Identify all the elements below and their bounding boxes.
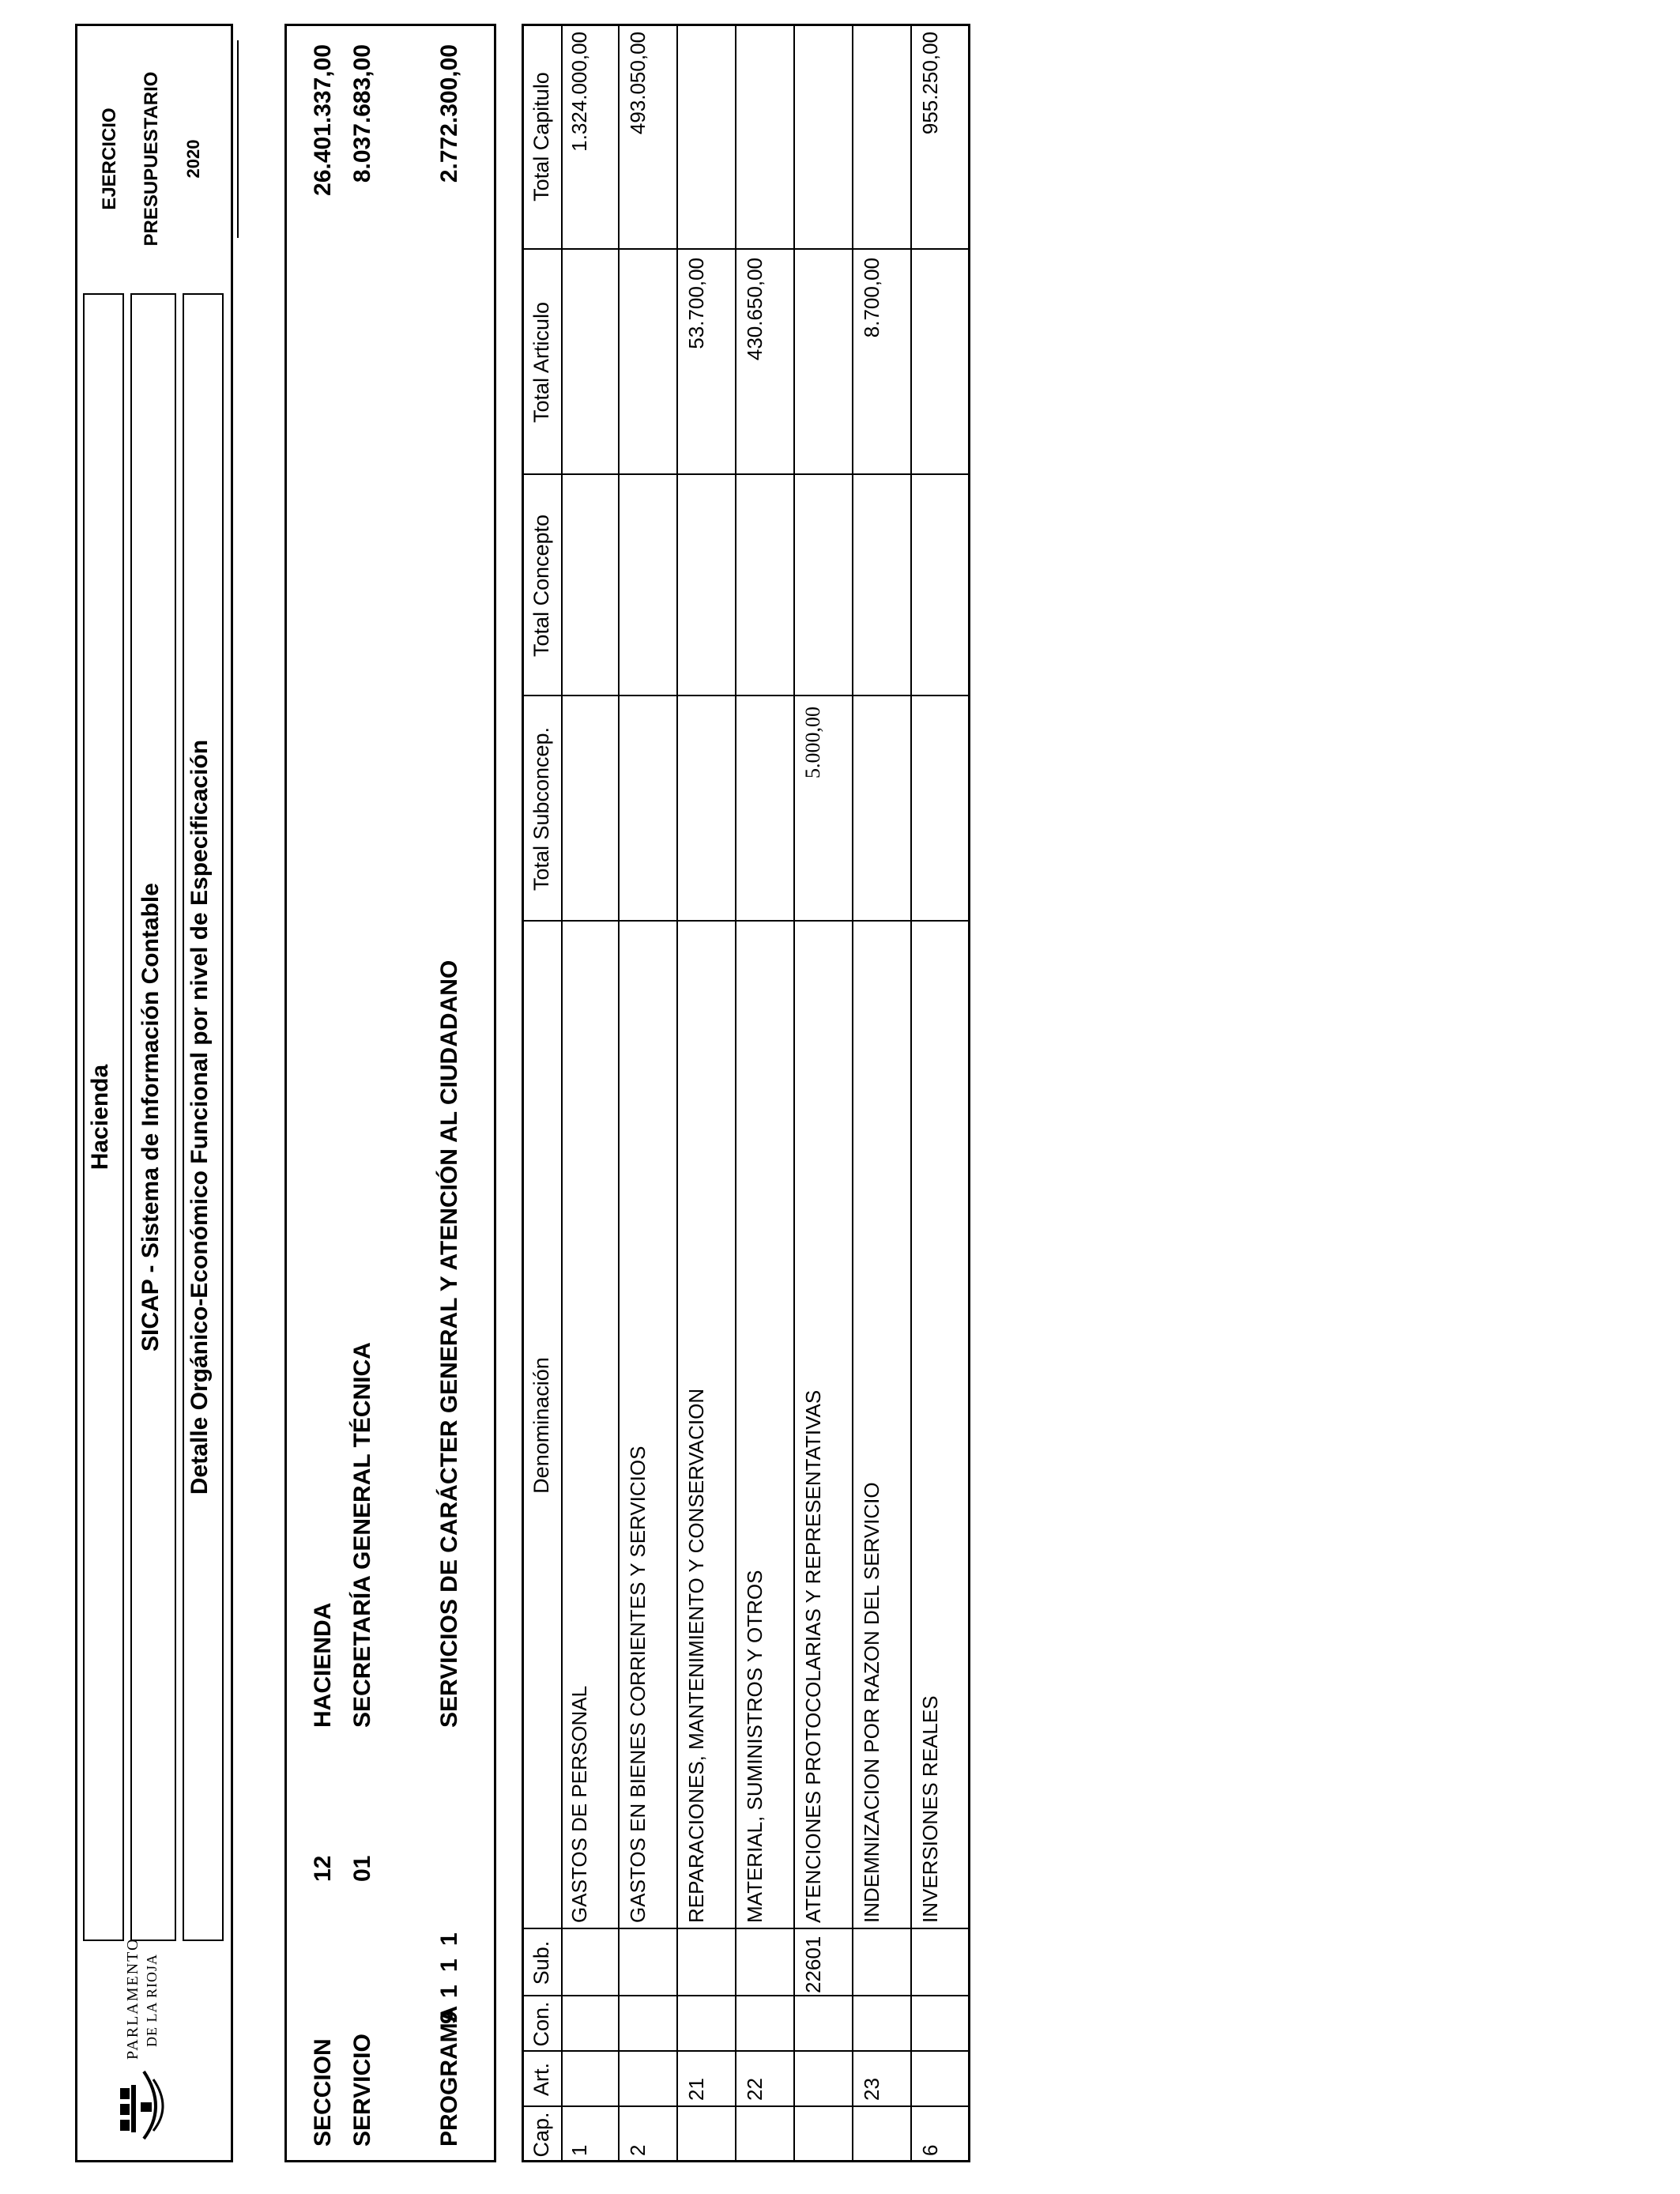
row6-total-articulo: 8.700,00	[860, 258, 883, 338]
col-header-cap: Cap.	[529, 2112, 553, 2158]
report-title-sicap: SICAP - Sistema de Información Contable	[137, 883, 164, 1351]
row2-total-capitulo: 493.050,00	[626, 32, 650, 135]
seccion-name: HACIENDA	[310, 1602, 336, 1728]
row4-denominacion: MATERIAL, SUMINISTROS Y OTROS	[743, 1570, 767, 1923]
servicio-name: SECRETARÍA GENERAL TÉCNICA	[349, 1342, 375, 1728]
seccion-total: 26.401.337,00	[310, 44, 336, 196]
servicio-label: SERVICIO	[349, 2034, 375, 2147]
row-sep-5	[852, 24, 853, 2162]
row5-sub: 22601	[801, 1936, 825, 1993]
row4-art: 22	[743, 2078, 767, 2101]
row7-total-capitulo: 955.250,00	[918, 32, 942, 135]
col-header-art: Art.	[529, 2063, 553, 2097]
col-sep-den	[522, 1928, 970, 1929]
col-sep-tcon	[522, 695, 970, 696]
logo-text-line1: PARLAMENTO	[124, 1937, 141, 2060]
col-sep-sub	[522, 1995, 970, 1996]
report-title-detalle: Detalle Orgánico-Económico Funcional por nivel de Especificación	[186, 739, 213, 1495]
row7-denominacion: INVERSIONES REALES	[918, 1695, 942, 1923]
summary-frame	[284, 24, 496, 2162]
presupuestario-label: PRESUPUESTARIO	[141, 71, 162, 247]
ejercicio-label: EJERCICIO	[99, 107, 120, 210]
programa-label: PROGRAMA	[436, 2005, 462, 2147]
row3-art: 21	[684, 2078, 708, 2101]
row-sep-4	[793, 24, 795, 2162]
row7-cap: 6	[918, 2144, 942, 2156]
col-header-total-concepto: Total Concepto	[529, 514, 553, 658]
col-header-total-capitulo: Total Capitulo	[529, 72, 553, 202]
row-sep-6	[910, 24, 912, 2162]
row4-total-articulo: 430.650,00	[743, 258, 767, 361]
row1-total-capitulo: 1.324.000,00	[567, 32, 591, 152]
servicio-code: 01	[349, 1855, 375, 1882]
row1-denominacion: GASTOS DE PERSONAL	[567, 1685, 591, 1923]
row6-art: 23	[860, 2078, 883, 2101]
col-sep-tsub	[522, 920, 970, 922]
parlamento-logo	[81, 1937, 215, 2147]
col-header-denominacion: Denominación	[529, 1357, 553, 1494]
row6-denominacion: INDEMNIZACION POR RAZON DEL SERVICIO	[860, 1482, 883, 1923]
servicio-total: 8.037.683,00	[349, 44, 375, 183]
col-header-total-subconcepto: Total Subconcep.	[529, 726, 553, 892]
ejercicio-underline	[237, 40, 239, 238]
programa-code: 9 1 1 1	[436, 1932, 462, 2024]
row2-denominacion: GASTOS EN BIENES CORRIENTES Y SERVICIOS	[626, 1446, 650, 1923]
row-sep-2	[676, 24, 678, 2162]
ejercicio-year: 2020	[183, 139, 203, 179]
logo-text-line2: DE LA RIOJA	[144, 1954, 160, 2047]
row3-total-articulo: 53.700,00	[684, 258, 708, 349]
col-sep-art	[522, 2105, 970, 2107]
row1-cap: 1	[567, 2144, 591, 2156]
col-sep-con	[522, 2050, 970, 2052]
seccion-code: 12	[310, 1855, 336, 1882]
col-header-con: Con.	[529, 2001, 553, 2047]
col-header-sub: Sub.	[529, 1940, 553, 1985]
report-title-hacienda: Hacienda	[87, 1064, 113, 1171]
row-sep-1	[618, 24, 620, 2162]
row-sep-3	[735, 24, 736, 2162]
row3-denominacion: REPARACIONES, MANTENIMIENTO Y CONSERVACION	[684, 1388, 708, 1923]
col-header-total-articulo: Total Articulo	[529, 301, 553, 424]
row5-total-subconcepto: 5.000,00	[801, 707, 824, 778]
programa-name: SERVICIOS DE CARÁCTER GENERAL Y ATENCIÓN AL CIUDADANO	[436, 959, 462, 1728]
seccion-label: SECCION	[310, 2038, 336, 2147]
row5-denominacion: ATENCIONES PROTOCOLARIAS Y REPRESENTATIVAS	[801, 1389, 825, 1923]
row2-cap: 2	[626, 2144, 650, 2156]
crest-icon	[96, 2060, 191, 2147]
header-row-line	[561, 24, 563, 2162]
programa-total: 2.772.300,00	[436, 44, 462, 183]
